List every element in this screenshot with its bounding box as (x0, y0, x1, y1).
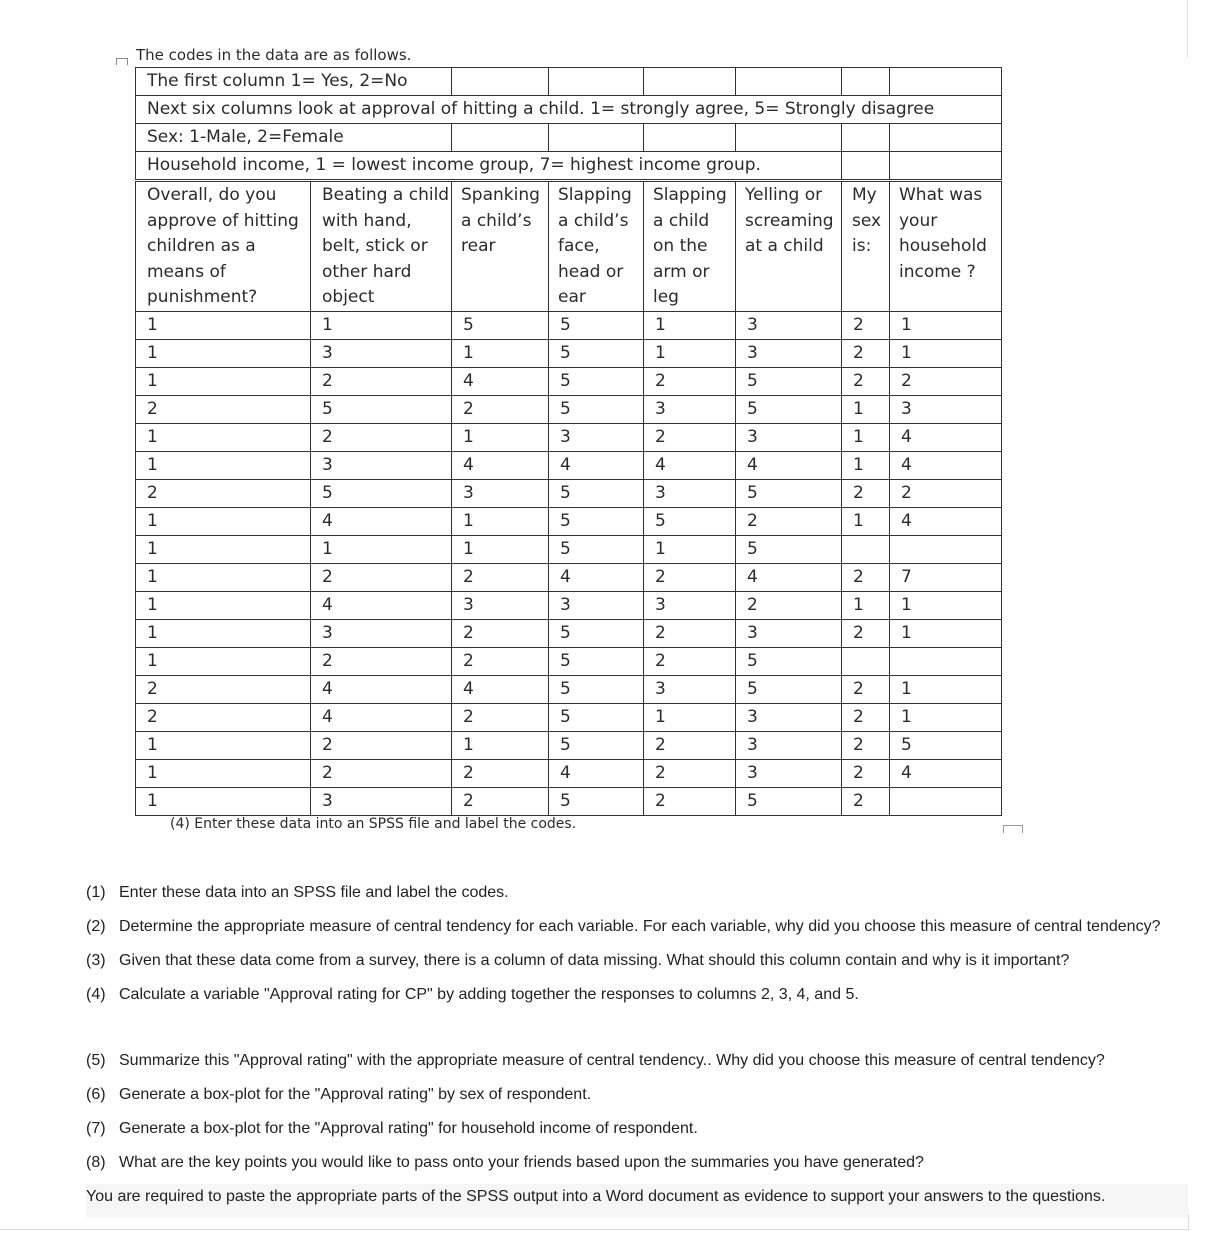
table-cell: 1 (890, 675, 1002, 703)
table-row (136, 367, 1002, 395)
table-cell: 4 (452, 451, 549, 479)
table-cell: 5 (736, 535, 842, 563)
table-cell: 4 (736, 563, 842, 591)
table-cell: 1 (136, 535, 311, 563)
table-row (136, 395, 1002, 423)
table-cell: 3 (452, 479, 549, 507)
table-row (136, 423, 1002, 451)
table-cell: 1 (136, 591, 311, 619)
table-cell: 5 (311, 395, 452, 423)
empty-cell (644, 124, 736, 152)
table-cell: 4 (311, 591, 452, 619)
table-cell: 1 (890, 703, 1002, 731)
table-cell: 3 (736, 703, 842, 731)
table-cell: 4 (890, 759, 1002, 787)
table-cell: 1 (644, 535, 736, 563)
table-cell: 1 (890, 311, 1002, 339)
table-cell: 3 (736, 759, 842, 787)
table-cell (890, 647, 1002, 675)
table-row (136, 479, 1002, 507)
table-cell: 3 (549, 591, 644, 619)
table-cell: 2 (842, 675, 890, 703)
table-cell: 5 (549, 367, 644, 395)
question-item: (7) Generate a box-plot for the "Approval rating" for household income of respondent. (86, 1120, 698, 1137)
table-cell: 1 (136, 731, 311, 759)
cropped-heading: The codes in the data are as follows. (136, 46, 412, 64)
table-cell: 3 (644, 395, 736, 423)
table-cell: 4 (890, 423, 1002, 451)
column-header: Spanking a child’s rear (452, 182, 549, 312)
page-edge-corner (1188, 1214, 1189, 1230)
table-cell: 5 (736, 479, 842, 507)
table-cell: 3 (311, 451, 452, 479)
question-item: (4) Calculate a variable "Approval rating for CP" by adding together the responses to columns 2, 3, 4, and 5. (86, 986, 859, 1003)
header-row (136, 182, 1002, 312)
question-item: (8) What are the key points you would like to pass onto your friends based upon the summaries you have generated? (86, 1154, 924, 1171)
table-cell: 5 (890, 731, 1002, 759)
table-cell: 2 (136, 675, 311, 703)
table-cell: 5 (549, 535, 644, 563)
table-cell: 2 (842, 563, 890, 591)
table-cell: 3 (311, 619, 452, 647)
table-cell: 1 (136, 311, 311, 339)
table-cell: 4 (311, 507, 452, 535)
table-cell: 1 (890, 591, 1002, 619)
table-cell: 5 (549, 731, 644, 759)
table-cell: 2 (644, 759, 736, 787)
code-row-income (136, 152, 1002, 180)
table-cell: 2 (644, 619, 736, 647)
table-cell: 3 (736, 619, 842, 647)
table-cell: 5 (311, 479, 452, 507)
table-cell: 2 (311, 563, 452, 591)
code-row-sex (136, 124, 1002, 152)
empty-cell (842, 152, 890, 180)
page-edge-right (1187, 0, 1188, 58)
table-cell: 1 (136, 647, 311, 675)
table-cell: 5 (549, 647, 644, 675)
empty-cell (842, 124, 890, 152)
table-cell: 2 (452, 759, 549, 787)
code-text: Sex: 1-Male, 2=Female (136, 124, 452, 152)
table-cell: 1 (842, 451, 890, 479)
table-cell: 1 (842, 591, 890, 619)
table-cell: 3 (736, 311, 842, 339)
note-text: You are required to paste the appropriate parts of the SPSS output into a Word document as evidence to support your answers to the questions. (86, 1188, 1106, 1205)
table-cell: 2 (311, 731, 452, 759)
table-cell: 3 (644, 591, 736, 619)
table-corner-marker-icon (1003, 825, 1023, 833)
table-cell: 5 (549, 339, 644, 367)
table-cell: 5 (644, 507, 736, 535)
table-cell (890, 535, 1002, 563)
table-cell: 1 (311, 311, 452, 339)
table-cell: 5 (736, 787, 842, 815)
table-cell: 1 (136, 339, 311, 367)
code-text: Household income, 1 = lowest income group, 7= highest income group. (136, 152, 842, 180)
table-cell: 5 (549, 395, 644, 423)
table-row (136, 703, 1002, 731)
column-header: Slapping a child on the arm or leg (644, 182, 736, 312)
table-cell: 3 (736, 339, 842, 367)
table-cell: 5 (736, 395, 842, 423)
table-cell: 4 (452, 367, 549, 395)
table-cell: 5 (736, 675, 842, 703)
table-cell: 5 (736, 367, 842, 395)
table-cell: 4 (549, 759, 644, 787)
table-cell: 1 (136, 619, 311, 647)
page-edge-bottom (0, 1229, 1190, 1230)
empty-cell (452, 124, 549, 152)
table-cell: 2 (890, 367, 1002, 395)
table-cell: 1 (452, 507, 549, 535)
code-row-answer (136, 68, 1002, 96)
code-row-approval (136, 96, 1002, 124)
table-cell: 5 (549, 507, 644, 535)
question-item: (2) Determine the appropriate measure of central tendency for each variable. For each variable, why did you choose this measure of central tendency? (86, 918, 1161, 935)
table-cell: 2 (452, 647, 549, 675)
empty-cell (549, 124, 644, 152)
empty-cell (890, 68, 1002, 96)
table-row (136, 731, 1002, 759)
table-cell: 2 (644, 731, 736, 759)
table-cell: 2 (890, 479, 1002, 507)
table-cell: 5 (549, 703, 644, 731)
table-row (136, 619, 1002, 647)
table-cell: 5 (549, 311, 644, 339)
table-cell: 2 (842, 367, 890, 395)
cropped-text: (4) Enter these data into an SPSS file and label the codes. (170, 816, 577, 832)
table-cell: 2 (842, 311, 890, 339)
table-cell: 2 (842, 703, 890, 731)
table-row (136, 647, 1002, 675)
empty-cell (890, 152, 1002, 180)
table-cell: 2 (311, 759, 452, 787)
table-cell: 4 (549, 451, 644, 479)
empty-cell (842, 68, 890, 96)
table-cell: 4 (644, 451, 736, 479)
table-cell: 1 (136, 367, 311, 395)
table-cell: 3 (549, 423, 644, 451)
table-row (136, 451, 1002, 479)
table-cell: 2 (136, 395, 311, 423)
table-cell: 1 (842, 395, 890, 423)
table-row (136, 675, 1002, 703)
table-cell: 1 (136, 759, 311, 787)
table-cell: 5 (549, 479, 644, 507)
table-cell: 4 (311, 675, 452, 703)
table-cell: 3 (644, 675, 736, 703)
table-cell: 1 (311, 535, 452, 563)
table-row (136, 563, 1002, 591)
table-cell: 2 (736, 507, 842, 535)
table-cell: 2 (842, 479, 890, 507)
table-cell: 2 (644, 647, 736, 675)
table-cell: 1 (644, 339, 736, 367)
table-cell: 7 (890, 563, 1002, 591)
table-row (136, 507, 1002, 535)
empty-cell (549, 68, 644, 96)
question-item: (1) Enter these data into an SPSS file and label the codes. (86, 884, 509, 901)
question-item: (5) Summarize this "Approval rating" with the appropriate measure of central tendency.. Why did you choose this measure of central tendency? (86, 1052, 1105, 1069)
table-cell: 2 (136, 479, 311, 507)
table-cell: 2 (136, 703, 311, 731)
table-cell: 1 (452, 535, 549, 563)
table-cell: 4 (311, 703, 452, 731)
table-row (136, 535, 1002, 563)
table-cell: 2 (452, 703, 549, 731)
table-cell: 2 (452, 787, 549, 815)
column-header: Slapping a child’s face, head or ear (549, 182, 644, 312)
table-row (136, 759, 1002, 787)
column-header: Yelling or screaming at a child (736, 182, 842, 312)
table-cell: 2 (842, 619, 890, 647)
table-cell: 5 (549, 675, 644, 703)
table-cell (890, 787, 1002, 815)
table-cell: 2 (452, 395, 549, 423)
question-item: (3) Given that these data come from a survey, there is a column of data missing. What should this column contain and why is it important? (86, 952, 1070, 969)
table-cell: 1 (842, 507, 890, 535)
table-cell: 5 (549, 619, 644, 647)
code-text: The first column 1= Yes, 2=No (136, 68, 452, 96)
table-cell: 2 (644, 787, 736, 815)
table-cell: 1 (644, 703, 736, 731)
table-row (136, 339, 1002, 367)
table-cell: 3 (736, 423, 842, 451)
column-header: Beating a child with hand, belt, stick or other hard object (311, 182, 452, 312)
table-cell: 3 (311, 787, 452, 815)
table-row (136, 311, 1002, 339)
column-header: My sex is: (842, 182, 890, 312)
empty-cell (452, 68, 549, 96)
code-text: Next six columns look at approval of hitting a child. 1= strongly agree, 5= Strongly disagree (136, 96, 1002, 124)
table-cell: 2 (644, 423, 736, 451)
table-cell: 3 (311, 339, 452, 367)
table-cell: 1 (890, 619, 1002, 647)
table-cell: 3 (890, 395, 1002, 423)
column-header: What was your household income ? (890, 182, 1002, 312)
table-cell: 4 (736, 451, 842, 479)
table-cell: 2 (311, 647, 452, 675)
table-cell: 2 (842, 759, 890, 787)
table-cell: 5 (736, 647, 842, 675)
column-header: Overall, do you approve of hitting children as a means of punishment? (136, 182, 311, 312)
table-cell: 2 (644, 367, 736, 395)
empty-cell (890, 124, 1002, 152)
table-cell (842, 647, 890, 675)
table-cell: 1 (136, 507, 311, 535)
table-cell: 2 (736, 591, 842, 619)
table-cell: 1 (136, 423, 311, 451)
table-cell: 2 (311, 367, 452, 395)
table-row (136, 591, 1002, 619)
table-cell: 1 (136, 451, 311, 479)
question-item: (6) Generate a box-plot for the "Approval rating" by sex of respondent. (86, 1086, 592, 1103)
empty-cell (644, 68, 736, 96)
table-cell: 3 (644, 479, 736, 507)
table-cell: 2 (311, 423, 452, 451)
table-cell: 1 (136, 787, 311, 815)
table-row (136, 787, 1002, 815)
table-cell: 2 (842, 731, 890, 759)
table-cell: 2 (842, 339, 890, 367)
table-cell: 2 (452, 563, 549, 591)
table-cell: 5 (549, 787, 644, 815)
empty-cell (736, 68, 842, 96)
table-cell: 2 (842, 787, 890, 815)
table-cell: 3 (736, 731, 842, 759)
table-cell: 1 (890, 339, 1002, 367)
table-cell (842, 535, 890, 563)
table-cell: 4 (549, 563, 644, 591)
table-cell: 4 (890, 451, 1002, 479)
table-cell: 2 (452, 619, 549, 647)
table-cell: 2 (644, 563, 736, 591)
table-cell: 1 (644, 311, 736, 339)
table-cell: 1 (136, 563, 311, 591)
table-cell: 1 (452, 731, 549, 759)
table-cell: 1 (452, 339, 549, 367)
table-cell: 1 (842, 423, 890, 451)
table-cell: 1 (452, 423, 549, 451)
table-cell: 5 (452, 311, 549, 339)
survey-data-table (135, 67, 1002, 816)
table-cell: 4 (890, 507, 1002, 535)
table-cell: 4 (452, 675, 549, 703)
table-cell: 3 (452, 591, 549, 619)
empty-cell (736, 124, 842, 152)
